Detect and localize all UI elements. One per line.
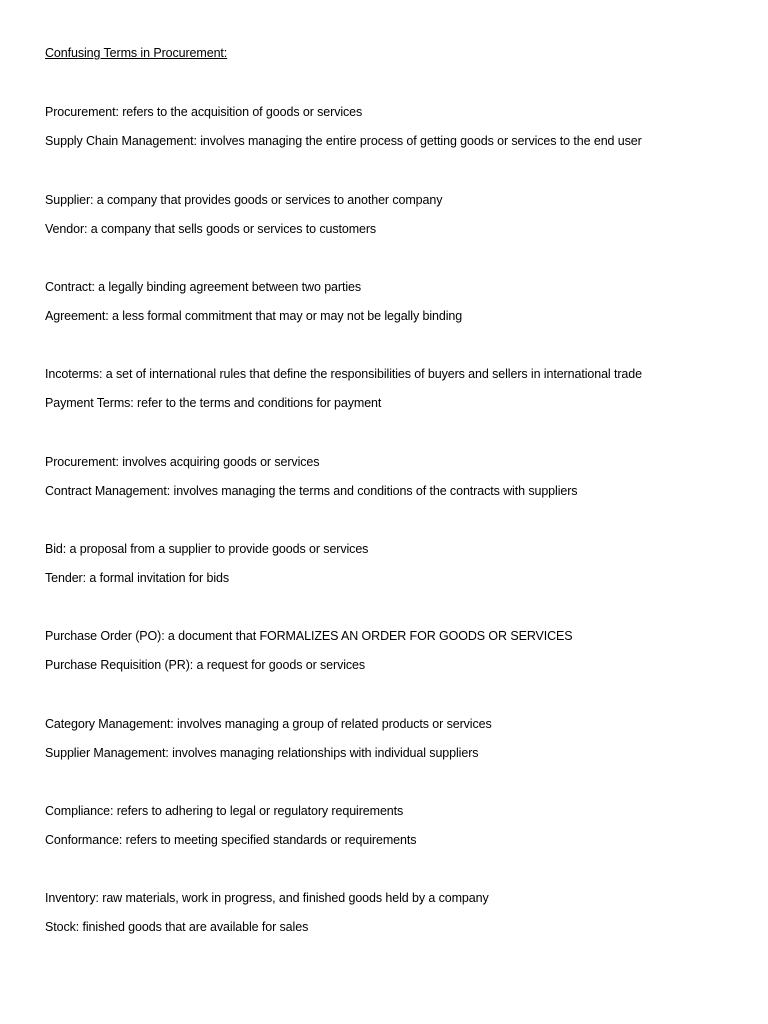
term-definition: Bid: a proposal from a supplier to provide goods or services (45, 542, 369, 556)
term-definition: Payment Terms: refer to the terms and conditions for payment (45, 396, 382, 410)
term-definition: Stock: finished goods that are available for sales (45, 920, 309, 934)
term-pair (45, 622, 745, 680)
term-pair (45, 98, 745, 156)
term-definition: Procurement: refers to the acquisition of goods or services (45, 105, 363, 119)
term-definition: Vendor: a company that sells goods or services to customers (45, 222, 377, 236)
term-definition: Supplier: a company that provides goods or services to another company (45, 193, 443, 207)
term-definition: Supplier Management: involves managing relationships with individual suppliers (45, 746, 479, 760)
term-pair (45, 273, 745, 331)
term-pair (45, 535, 745, 593)
term-definition: Contract Management: involves managing the terms and conditions of the contracts with suppliers (45, 484, 578, 498)
term-definition: Agreement: a less formal commitment that may or may not be legally binding (45, 309, 463, 323)
term-definition: Purchase Order (PO): a document that FORMALIZES AN ORDER FOR GOODS OR SERVICES (45, 629, 573, 643)
term-pair (45, 797, 745, 855)
term-pair (45, 360, 745, 418)
term-definition: Incoterms: a set of international rules that define the responsibilities of buyers and sellers in international trade (45, 367, 642, 381)
term-definition: Contract: a legally binding agreement between two parties (45, 280, 362, 294)
term-definition: Compliance: refers to adhering to legal or regulatory requirements (45, 804, 404, 818)
term-pair (45, 448, 745, 506)
term-pair (45, 710, 745, 768)
term-definition: Procurement: involves acquiring goods or services (45, 455, 320, 469)
term-pair (45, 884, 745, 942)
term-definition: Purchase Requisition (PR): a request for goods or services (45, 658, 366, 672)
term-definition: Category Management: involves managing a group of related products or services (45, 717, 492, 731)
term-definition: Inventory: raw materials, work in progress, and finished goods held by a company (45, 891, 489, 905)
term-pair (45, 186, 745, 244)
term-definition: Tender: a formal invitation for bids (45, 571, 229, 585)
term-definition: Supply Chain Management: involves managing the entire process of getting goods or services to the end user (45, 134, 642, 148)
term-definition: Conformance: refers to meeting specified standards or requirements (45, 833, 417, 847)
document-title: Confusing Terms in Procurement: (45, 46, 228, 60)
